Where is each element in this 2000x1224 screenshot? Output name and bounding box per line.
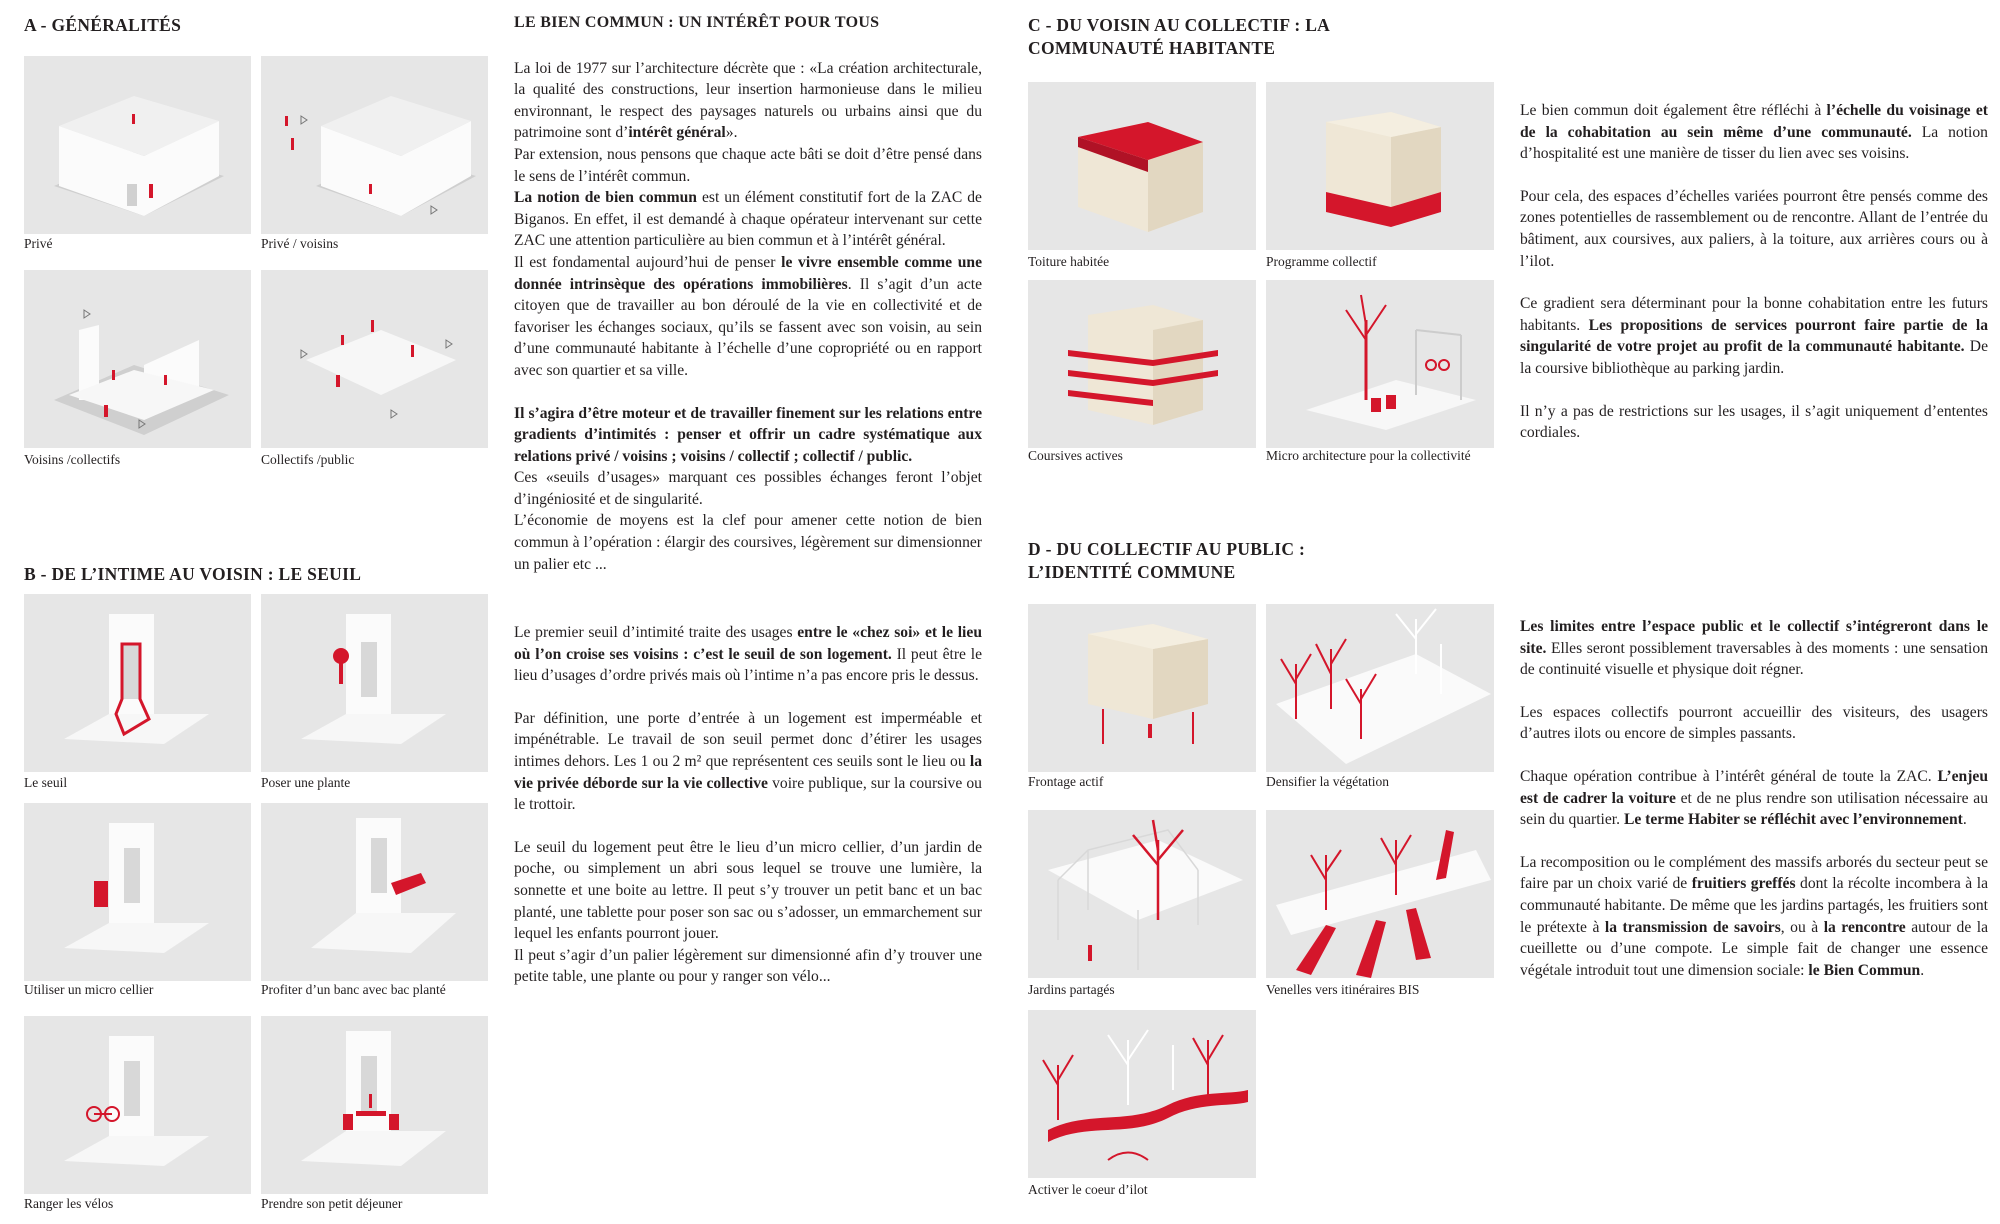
- caption-banc-bac-plante: Profiter d’un banc avec bac planté: [261, 982, 446, 997]
- caption-programme-collectif: Programme collectif: [1266, 254, 1377, 269]
- caption-prive-voisins: Privé / voisins: [261, 236, 339, 251]
- caption-densifier-vegetation: Densifier la végétation: [1266, 774, 1389, 789]
- caption-prive: Privé: [24, 236, 53, 251]
- section-b-title: B - DE L’INTIME AU VOISIN : LE SEUIL: [24, 564, 362, 584]
- paragraph-gradient-cohabitation: Ce gradient sera déterminant pour la bonne cohabitation entre les futurs habitants. Les propositions de services pourront faire partie de la singularité de votre projet au profit de la communauté habitante. De la coursive bibliothèque au parking jardin.: [1520, 295, 1988, 377]
- caption-petit-dejeuner: Prendre son petit déjeuner: [261, 1196, 403, 1211]
- paragraph-palier: Il peut s’agir d’un palier légèrement sur dimensionné afin d’y trouver une petite table, une plante ou pour y ranger son vélo...: [514, 946, 982, 986]
- photo-poser-une-plante: [261, 594, 488, 772]
- photo-toiture-habitee: [1028, 82, 1256, 250]
- photo-collectifs-public: [261, 270, 488, 448]
- paragraph-seuil-logement: Le seuil du logement peut être le lieu d’un micro cellier, d’un jardin de poche, ou simplement un abri sous lequel se trouve une lumière, la sonnette et une boite au lettre. Il peut s’y trouver un petit banc et un bac planté, une tablette pour poser son sac ou s’adosser, un emmarchement sur lequel les enfants pourront jouer.: [514, 838, 982, 943]
- photo-ranger-les-velos: [24, 1016, 251, 1194]
- photo-frontage-actif: [1028, 604, 1256, 772]
- paragraph-premier-seuil: Le premier seuil d’intimité traite des usages entre le «chez soi» et le lieu où l’on croise ses voisins : c’est le seuil de son logement. Il peut être le lieu d’usages d’ordre privés mais où l’intime n’a pas encore pris le dessus.: [514, 624, 982, 685]
- photo-programme-collectif: [1266, 82, 1494, 250]
- paragraph-notion-bien-commun: La notion de bien commun est un élément constitutif fort de la ZAC de Biganos. En effet, il est demandé à chaque opérateur intervenant sur cette ZAC une attention particulière au bien commun et à l’intérêt général.: [514, 189, 982, 250]
- bien-commun-heading: LE BIEN COMMUN : UN INTÉRÊT POUR TOUS: [514, 14, 880, 31]
- caption-le-seuil: Le seuil: [24, 775, 68, 790]
- photo-micro-architecture: [1266, 280, 1494, 448]
- photo-banc-bac-plante: [261, 803, 488, 981]
- caption-venelles: Venelles vers itinéraires BIS: [1266, 982, 1420, 997]
- paragraph-limites-espace-public: Les limites entre l’espace public et le collectif s’intégreront dans le site. Elles seront possiblement traversables à des moments : une sensation de continuité visuelle et physique doit régner.: [1520, 618, 1988, 679]
- caption-collectifs-public: Collectifs /public: [261, 452, 355, 467]
- paragraph-economie-moyens: L’économie de moyens est la clef pour amener cette notion de bien commun à l’opération : élargir des coursives, légèrement sur dimensionner un palier etc ...: [514, 512, 982, 573]
- paragraph-echelle-voisinage: Le bien commun doit également être réfléchi à l’échelle du voisinage et de la cohabitation au sein même d’une communauté. La notion d’hospitalité est une manière de tisser du lien avec ses voisins.: [1520, 102, 1988, 163]
- photo-venelles: [1266, 810, 1494, 978]
- text-column-communaute: [1520, 100, 1988, 444]
- section-c-title: C - DU VOISIN AU COLLECTIF : LA COMMUNAUTÉ HABITANTE: [1028, 15, 1330, 58]
- paragraph-extension: Par extension, nous pensons que chaque acte bâti se doit d’être pensé dans le sens de l’intérêt commun.: [514, 145, 982, 185]
- photo-prive-voisins: [261, 56, 488, 234]
- caption-frontage-actif: Frontage actif: [1028, 774, 1104, 789]
- photo-le-seuil: [24, 594, 251, 772]
- paragraph-espaces-collectifs: Les espaces collectifs pourront accueillir des visiteurs, des usagers d’autres ilots ou encore de simples passants.: [1520, 703, 1988, 743]
- photo-activer-coeur-ilot: [1028, 1010, 1256, 1178]
- paragraph-interet-general-zac: Chaque opération contribue à l’intérêt général de toute la ZAC. L’enjeu est de cadrer la voiture et de ne plus rendre son utilisation nécessaire au sein du quartier. Le terme Habiter se réfléchit avec l’environnement.: [1520, 767, 1988, 829]
- caption-ranger-les-velos: Ranger les vélos: [24, 1196, 114, 1211]
- text-column-bien-commun: [514, 12, 982, 575]
- photo-petit-dejeuner: [261, 1016, 488, 1194]
- caption-jardins-partages: Jardins partagés: [1028, 982, 1115, 997]
- caption-voisins-collectifs: Voisins /collectifs: [24, 452, 121, 467]
- paragraph-restrictions-usages: Il n’y a pas de restrictions sur les usages, il s’agit uniquement d’ententes cordiales.: [1520, 402, 1988, 442]
- paragraph-vivre-ensemble: Il est fondamental aujourd’hui de penser le vivre ensemble comme une donnée intrinsèque des opérations immobilières. Il s’agit d’un acte citoyen que de travailler au bon déroulé de la vie en collectivité et de favoriser les échanges sociaux, qu’ils se fassent avec son voisin, au sein d’une communauté habitante à l’échelle d’une copropriété ou en rapport avec son quartier et sa ville.: [514, 253, 983, 379]
- section-a-title: A - GÉNÉRALITÉS: [24, 15, 182, 35]
- caption-micro-cellier: Utiliser un micro cellier: [24, 982, 154, 997]
- text-column-seuil: [514, 622, 982, 988]
- paragraph-espaces-echelles: Pour cela, des espaces d’échelles variées pourront être pensés comme des zones potentielles de rassemblement ou de rencontre. Allant de l’entrée du bâtiment, aux coursives, aux paliers, à la toiture, aux arrières cours ou à l’ilot.: [1520, 187, 1988, 270]
- caption-micro-architecture: Micro architecture pour la collectivité: [1266, 448, 1471, 463]
- caption-activer-coeur-ilot: Activer le coeur d’ilot: [1028, 1182, 1148, 1197]
- photo-voisins-collectifs: [24, 270, 251, 448]
- photo-densifier-vegetation: [1266, 604, 1494, 772]
- caption-coursives-actives: Coursives actives: [1028, 448, 1123, 463]
- paragraph-porte-entree: Par définition, une porte d’entrée à un logement est imperméable et impénétrable. Le travail de son seuil permet donc d’étirer les usages intimes dehors. Les 1 ou 2 m² que représentent ces seuils sont le lieu ou la vie privée déborde sur la vie collective voire publique, sur la coursive ou le trottoir.: [514, 709, 982, 814]
- photo-coursives-actives: [1028, 280, 1256, 448]
- photo-prive: [24, 56, 251, 234]
- paragraph-gradients: Il s’agira d’être moteur et de travailler finement sur les relations entre gradients d’intimités : penser et offrir un cadre systématique aux relations privé / voisins ; voisins / collectif ; collectif / public.: [514, 404, 982, 465]
- photo-jardins-partages: [1028, 810, 1256, 978]
- photo-micro-cellier: [24, 803, 251, 981]
- caption-toiture-habitee: Toiture habitée: [1028, 254, 1110, 269]
- paragraph-recomposition-massifs: La recomposition ou le complément des massifs arborés du secteur peut se faire par un choix varié de fruitiers greffés dont la récolte incombera à la communauté habitante. De même que les jardins partagés, les fruitiers sont le prétexte à la transmission de savoirs, ou à la rencontre autour de la cueillette ou d’une compote. Le simple fait de changer une essence végétale introduit tout une dimension sociale: le Bien Commun.: [1520, 853, 1988, 979]
- section-d-title: D - DU COLLECTIF AU PUBLIC : L’IDENTITÉ COMMUNE: [1028, 539, 1306, 582]
- text-column-identite-commune: [1520, 616, 1988, 981]
- caption-poser-une-plante: Poser une plante: [261, 775, 351, 790]
- paragraph-seuils-usages: Ces «seuils d’usages» marquant ces possibles échanges feront l’objet d’ingéniosité et de singularité.: [514, 469, 982, 508]
- paragraph-loi-1977: La loi de 1977 sur l’architecture décrète que : «La création architecturale, la qualité des constructions, leur insertion harmonieuse dans le milieu environnant, le respect des paysages naturels ou urbains ainsi que du patrimoine sont d’intérêt général».: [514, 59, 982, 142]
